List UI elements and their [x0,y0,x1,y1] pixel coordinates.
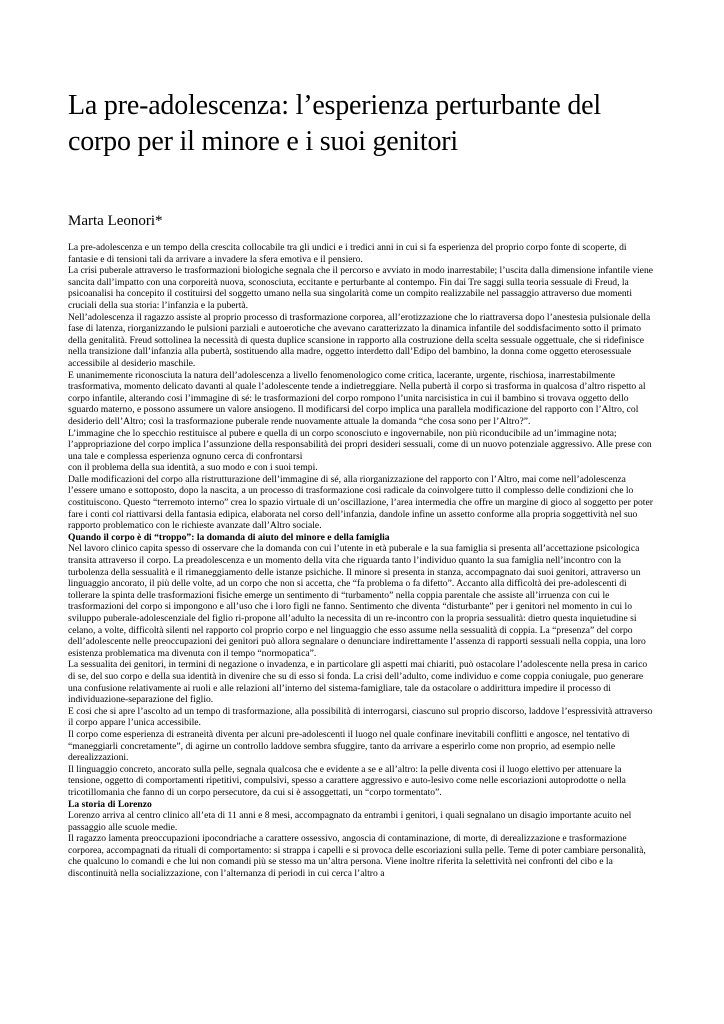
author-name: Marta Leonori* [68,213,163,229]
paragraph: E unanimemente riconosciuta la natura dell’adolescenza a livello fenomenologico come critica, lacerante, urgente, rischiosa, inarrestabilmente trasformativa, momento delicato davanti al quale l’adolescente tende a indietreggiare. Nella pubertà il corpo si trasforma in qualcosa d’altro rispetto al corpo infantile, alterando cosi l’immagine di sé: le trasformazioni del corpo rompono l’unita narcisistica in cui il bambino si trovava oggetto dello sguardo materno, e possono assumere un valore ansiogeno. Il modificarsi del corpo implica una parallela modificazione del rapporto con l’Altro, col desiderio dell’Altro; così la trasformazione puberale rende nuovamente attuale la domanda “che cosa sono per l’Altro?”. [68,369,646,427]
paragraph: Il linguaggio concreto, ancorato sulla pelle, segnala qualcosa che e evidente a se e all’altro: la pelle diventa cosi il luogo elettivo per attenuare la tensione, oggetto di comportamenti ripetitivi, compulsivi, spesso a carattere aggressivo e auto-lesivo come nelle escoriazioni autoprodotte o nella tricotillomania che fanno di un corpo persecutore, da cui si è assoggettati, un “corpo tormentato”. [68,763,626,798]
paragraph: Il corpo come esperienza di estraneità diventa per alcuni pre-adolescenti il luogo nel quale confinare inevitabili conflitti e angosce, nel tentativo di “maneggiarli concretamente”, di agirne un controllo laddove sembra sfuggire, tanto da arrivare a esperirlo come non proprio, ad esempio nelle derealizzazioni. [68,728,630,764]
section-heading: La storia di Lorenzo [68,798,152,810]
article-body [68,242,656,880]
paragraph: Nel lavoro clinico capita spesso di osservare che la domanda con cui l’utente in età puberale e la sua famiglia si presenta all’accettazione psicologica transita attraverso il corpo. La preadolescenza e un momento della vita che riguarda tanto l’individuo quanto la sua famiglia nell’incontro con la turbolenza della sessualità e il rimaneggiamento delle istanze psichiche. Il minore si presenta in stanza, accompagnato dai suoi genitori, attraverso un linguaggio ancorato, il più delle volte, ad un corpo che non si accetta, che “fa problema o fa difetto”. Accanto alla difficoltà dei pre-adolescenti di tollerare la spinta delle trasformazioni fisiche emerge un sentimento di “turbamento” nella coppia parentale che assiste all’irruenza con cui le trasformazioni del corpo si impongono e all’uso che i loro figli ne fanno. Sentimento che diventa “disturbante” per i genitori nel momento in cui lo sviluppo puberale-adolescenziale del figlio ri-propone all’adulto la necessita di un re-incontro con la propria sessualità: dietro questa inquietudine si celano, a volte, difficoltà silenti nel rapporto col proprio corpo e nel linguaggio che esso assume nella sessualità di coppia. La “presenza” del corpo dell’adolescente nelle preoccupazioni dei genitori può allora segnalare o denunciare indirettamente l’assenza di rapporti sessuali nella coppia, una loro esistenza problematica ma divenuta con il tempo “normopatica”. [68,543,646,659]
section-heading: Quando il corpo è di “troppo”: la domanda di aiuto del minore e della famiglia [68,531,390,543]
paragraph: Dalle modificazioni del corpo alla ristrutturazione dell’immagine di sé, alla riorganizzazione del rapporto con l’Altro, mai come nell’adolescenza l’essere umano e sottoposto, dopo la nascita, a un processo di trasformazione cosi radicale da coinvolgere tutto il complesso delle condizioni che lo costituiscono. Questo “terremoto interno” crea lo spazio virtuale di un’oscillazione, l’area intermedia che offre un margine di gioco al soggetto per poter fare i conti col riattivarsi della fantasia edipica, elaborata nel corso dell’infanzia, dandole infine un assetto conforme alla propria soggettività nel suo rapporto problematico con le richieste avanzate dall’Altro sociale. [68,473,653,532]
paragraph: Il ragazzo lamenta preoccupazioni ipocondriache a carattere ossessivo, angoscia di contaminazione, di morte, di derealizzazione e trasformazione corporea, accompagnati da rituali di comportamento: si strappa i capelli e si provoca delle escoriazioni sulla pelle. Teme di poter cambiare personalità, che qualcuno lo comandi e che lui non comandi più se stesso ma un’altra persona. Viene inoltre riferita la selettività nei confronti del cibo e la discontinuità nella socializzazione, con l’alternanza di periodi in cui cerca l’altro a [68,833,646,880]
paragraph: La crisi puberale attraverso le trasformazioni biologiche segnala che il percorso e avviato in modo inarrestabile; l’uscita dalla dimensione infantile viene sancita dall’impatto con una corporeità nuova, sconosciuta, eccitante e perturbante al contempo. Fin dai Tre saggi sulla teoria sessuale di Freud, la psicoanalisi ha concepito il costituirsi del soggetto umano nella sua singolarità come un compito realizzabile nel passaggio attraverso due momenti cruciali della sua storia: l’infanzia e la pubertà. [68,265,653,311]
paragraph: L’immagine che lo specchio restituisce al pubere e quella di un corpo sconosciuto e ingovernabile, non più riconducibile ad un’immagine nota; l’appropriazione del corpo implica l’assunzione della responsabilità dei propri desideri sessuali, come di un nuovo potenziale aggressivo. Alle prese con una tale e complessa esperienza ognuno cerca di confrontarsi [68,427,652,462]
paragraph: E cosi che si apre l’ascolto ad un tempo di trasformazione, alla possibilità di interrogarsi, ciascuno sul proprio discorso, laddove l’espressività attraverso il corpo appare l’unica accessibile. [68,705,653,729]
document-page [68,88,656,880]
paragraph: con il problema della sua identità, a suo modo e con i suoi tempi. [68,462,318,474]
paragraph: La pre-adolescenza e un tempo della crescita collocabile tra gli undici e i tredici anni in cui si fa esperienza del proprio corpo fonte di scoperte, di fantasie e di tensioni tali da arrivare a invadere la sfera emotiva e il pensiero. [68,242,627,265]
paragraph: La sessualita dei genitori, in termini di negazione o invadenza, e in particolare gli aspetti mai chiariti, può ostacolare l’adolescente nella presa in carico di se, del suo corpo e della sua identità in divenire che su di esso si fonda. La crisi dell’adulto, come individuo e come coppia coniugale, puo generare una confusione relativamente ai ruoli e alle relazioni all’interno del sistema-famigliare, tale da ostacolare o addirittura impedire il processo di individuazione-separazione del figlio. [68,659,648,706]
title-line-1: La pre-adolescenza: l’esperienza perturbante del [68,90,601,121]
paragraph: Lorenzo arriva al centro clinico all’eta di 11 anni e 8 mesi, accompagnato da entrambi i genitori, i quali segnalano un disagio importante acuito nel passaggio alle scuole medie. [68,810,632,833]
paragraph: Nell’adolescenza il ragazzo assiste al proprio processo di trasformazione corporea, all’erotizzazione che lo riattraversa dopo l’anestesia pulsionale della fase di latenza, riorganizzando le pulsioni parziali e autoerotiche che avevano caratterizzato la dinamica infantile del soddisfacimento sotto il primato della genitalità. Freud sottolinea la necessità di questa duplice scansione in rapporto alla costruzione della scelta sessuale oggettuale, che si ridefinisce nella transizione dall’infanzia alla pubertà, sostituendo alla madre, oggetto interdetto dall’Edipo del bambino, la donna come oggetto eterosessuale accessibile al desiderio maschile. [68,311,651,369]
document-title [68,88,656,160]
title-line-2: corpo per il minore e i suoi genitori [68,126,458,157]
